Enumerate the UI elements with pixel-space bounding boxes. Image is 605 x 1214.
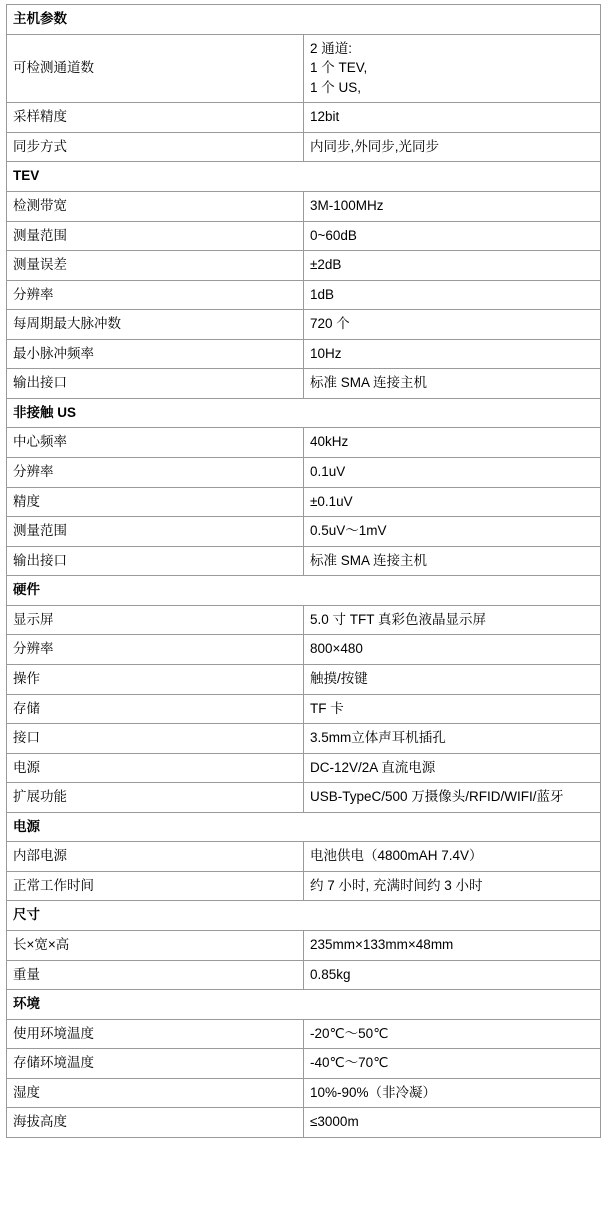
section-header-row (7, 901, 601, 931)
table-row (7, 517, 601, 547)
row-value: -40℃～70℃ (304, 1049, 601, 1079)
row-label: 扩展功能 (7, 783, 304, 813)
row-value: 40kHz (304, 428, 601, 458)
section-heading: 尺寸 (7, 901, 601, 931)
section-header-row (7, 812, 601, 842)
row-label: 同步方式 (7, 132, 304, 162)
row-label: 重量 (7, 960, 304, 990)
row-label: 每周期最大脉冲数 (7, 310, 304, 340)
row-label: 操作 (7, 664, 304, 694)
section-heading: 主机参数 (7, 5, 601, 35)
table-row (7, 428, 601, 458)
row-label: 测量范围 (7, 221, 304, 251)
table-row (7, 724, 601, 754)
table-row (7, 487, 601, 517)
row-value: ±0.1uV (304, 487, 601, 517)
table-row (7, 753, 601, 783)
row-value: 235mm×133mm×48mm (304, 931, 601, 961)
row-label: 海拔高度 (7, 1108, 304, 1138)
table-row (7, 1049, 601, 1079)
row-value: 0.5uV～1mV (304, 517, 601, 547)
section-heading: 硬件 (7, 576, 601, 606)
row-value: 800×480 (304, 635, 601, 665)
row-value: 0.1uV (304, 458, 601, 488)
row-value: 电池供电（4800mAH 7.4V） (304, 842, 601, 872)
table-row (7, 191, 601, 221)
row-value: 3.5mm立体声耳机插孔 (304, 724, 601, 754)
row-label: 可检测通道数 (7, 34, 304, 103)
row-label: 接口 (7, 724, 304, 754)
row-value-line: 1 个 TEV, (310, 60, 368, 76)
row-value: ±2dB (304, 251, 601, 281)
table-row (7, 458, 601, 488)
table-row (7, 369, 601, 399)
row-value: 720 个 (304, 310, 601, 340)
row-label: 分辨率 (7, 635, 304, 665)
row-label: 输出接口 (7, 369, 304, 399)
row-label: 显示屏 (7, 605, 304, 635)
specification-table-body (7, 5, 601, 1138)
table-row (7, 34, 601, 103)
row-label: 最小脉冲频率 (7, 339, 304, 369)
row-label: 存储 (7, 694, 304, 724)
row-label: 存储环境温度 (7, 1049, 304, 1079)
section-heading: 环境 (7, 990, 601, 1020)
row-value: ≤3000m (304, 1108, 601, 1138)
row-label: 长×宽×高 (7, 931, 304, 961)
row-value: TF 卡 (304, 694, 601, 724)
table-row (7, 251, 601, 281)
row-label: 输出接口 (7, 546, 304, 576)
section-heading: 非接触 US (7, 398, 601, 428)
row-value: 0~60dB (304, 221, 601, 251)
row-value: 3M-100MHz (304, 191, 601, 221)
table-row (7, 339, 601, 369)
table-row (7, 221, 601, 251)
table-row (7, 310, 601, 340)
section-header-row (7, 576, 601, 606)
section-header-row (7, 398, 601, 428)
row-label: 分辨率 (7, 280, 304, 310)
table-row (7, 1108, 601, 1138)
row-value-line: 2 通道: (310, 40, 353, 56)
table-row (7, 842, 601, 872)
table-row (7, 960, 601, 990)
row-value: 12bit (304, 103, 601, 133)
row-label: 精度 (7, 487, 304, 517)
table-row (7, 635, 601, 665)
table-row (7, 783, 601, 813)
row-value-line: 1 个 US, (310, 79, 362, 95)
row-label: 湿度 (7, 1078, 304, 1108)
table-row (7, 132, 601, 162)
table-row (7, 694, 601, 724)
row-label: 电源 (7, 753, 304, 783)
row-value: 标准 SMA 连接主机 (304, 546, 601, 576)
table-row (7, 1019, 601, 1049)
section-header-row (7, 990, 601, 1020)
table-row (7, 664, 601, 694)
row-label: 正常工作时间 (7, 871, 304, 901)
row-value (304, 34, 601, 103)
table-row (7, 1078, 601, 1108)
table-row (7, 546, 601, 576)
row-value: 触摸/按键 (304, 664, 601, 694)
row-value: 10%-90%（非冷凝） (304, 1078, 601, 1108)
row-value: 标准 SMA 连接主机 (304, 369, 601, 399)
row-value: 5.0 寸 TFT 真彩色液晶显示屏 (304, 605, 601, 635)
section-heading: TEV (7, 162, 601, 192)
section-header-row (7, 162, 601, 192)
table-row (7, 931, 601, 961)
section-header-row (7, 5, 601, 35)
row-value: USB-TypeC/500 万摄像头/RFID/WIFI/蓝牙 (304, 783, 601, 813)
row-label: 使用环境温度 (7, 1019, 304, 1049)
table-row (7, 280, 601, 310)
row-label: 测量范围 (7, 517, 304, 547)
row-label: 内部电源 (7, 842, 304, 872)
row-label: 测量误差 (7, 251, 304, 281)
row-value: 0.85kg (304, 960, 601, 990)
row-value: 约 7 小时, 充满时间约 3 小时 (304, 871, 601, 901)
table-row (7, 103, 601, 133)
specification-table (6, 4, 601, 1138)
row-value: DC-12V/2A 直流电源 (304, 753, 601, 783)
row-label: 分辨率 (7, 458, 304, 488)
row-value: 1dB (304, 280, 601, 310)
row-value: 内同步,外同步,光同步 (304, 132, 601, 162)
table-row (7, 871, 601, 901)
row-label: 检测带宽 (7, 191, 304, 221)
row-label: 中心频率 (7, 428, 304, 458)
table-row (7, 605, 601, 635)
row-label: 采样精度 (7, 103, 304, 133)
section-heading: 电源 (7, 812, 601, 842)
row-value: 10Hz (304, 339, 601, 369)
row-value: -20℃～50℃ (304, 1019, 601, 1049)
